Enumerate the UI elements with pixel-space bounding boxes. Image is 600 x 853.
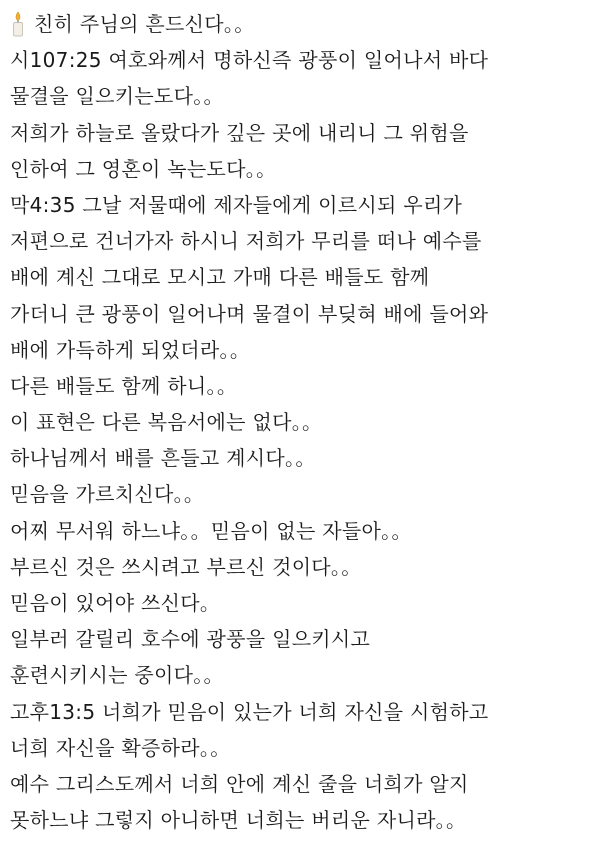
note-line-10: 배에 가득하게 되었더라。。: [10, 337, 251, 362]
candle-icon: [10, 11, 26, 37]
note-line-3: 물결을 일으키는도다。。: [10, 84, 224, 109]
note-text-block: [10, 6, 594, 838]
note-line-22: 예수 그리스도께서 너희 안에 계신 줄을 너희가 알지: [10, 771, 469, 796]
note-line-18: 일부러 갈릴리 호수에 광풍을 일으키시고: [10, 627, 371, 652]
note-line-14: 믿음을 가르치신다。。: [10, 482, 205, 507]
note-line-5: 인하여 그 영혼이 녹는도다。。: [10, 156, 277, 181]
note-line-6: 막4:35 그날 저물때에 제자들에게 이르시되 우리가: [10, 192, 463, 217]
note-line-20: 고후13:5 너희가 믿음이 있는가 너희 자신을 시험하고: [10, 699, 489, 724]
note-line-7: 저편으로 건너가자 하시니 저희가 무리를 떠나 예수를: [10, 229, 482, 254]
note-line-12: 이 표현은 다른 복음서에는 없다。。: [10, 410, 323, 435]
note-line-13: 하나님께서 배를 흔들고 계시다。。: [10, 446, 316, 471]
note-line-15: 어찌 무서워 하느냐。。믿음이 없는 자들아。。: [10, 518, 412, 543]
note-line-23: 못하느냐 그렇지 아니하면 너희는 버리운 자니라。。: [10, 808, 467, 833]
note-line-17: 믿음이 있어야 쓰신다。: [10, 591, 221, 615]
note-line-4: 저희가 하늘로 올랐다가 깊은 곳에 내리니 그 위험을: [10, 120, 469, 145]
note-line-9: 가더니 큰 광풍이 일어나며 물결이 부딪혀 배에 들어와: [10, 301, 489, 326]
note-line-text: 친히 주님의 흔드신다。。: [34, 12, 255, 36]
note-line-2: 시107:25 여호와께서 명하신즉 광풍이 일어나서 바다: [10, 48, 489, 73]
note-line-11: 다른 배들도 함께 하니。。: [10, 373, 238, 398]
note-line-16: 부르신 것은 쓰시려고 부르신 것이다。。: [10, 554, 362, 579]
note-line-1: [10, 6, 594, 42]
note-line-21: 너희 자신을 확증하라。。: [10, 735, 231, 760]
note-line-19: 훈련시키시는 중이다。。: [10, 663, 224, 688]
note-line-8: 배에 계신 그대로 모시고 가매 다른 배들도 함께: [10, 265, 430, 290]
